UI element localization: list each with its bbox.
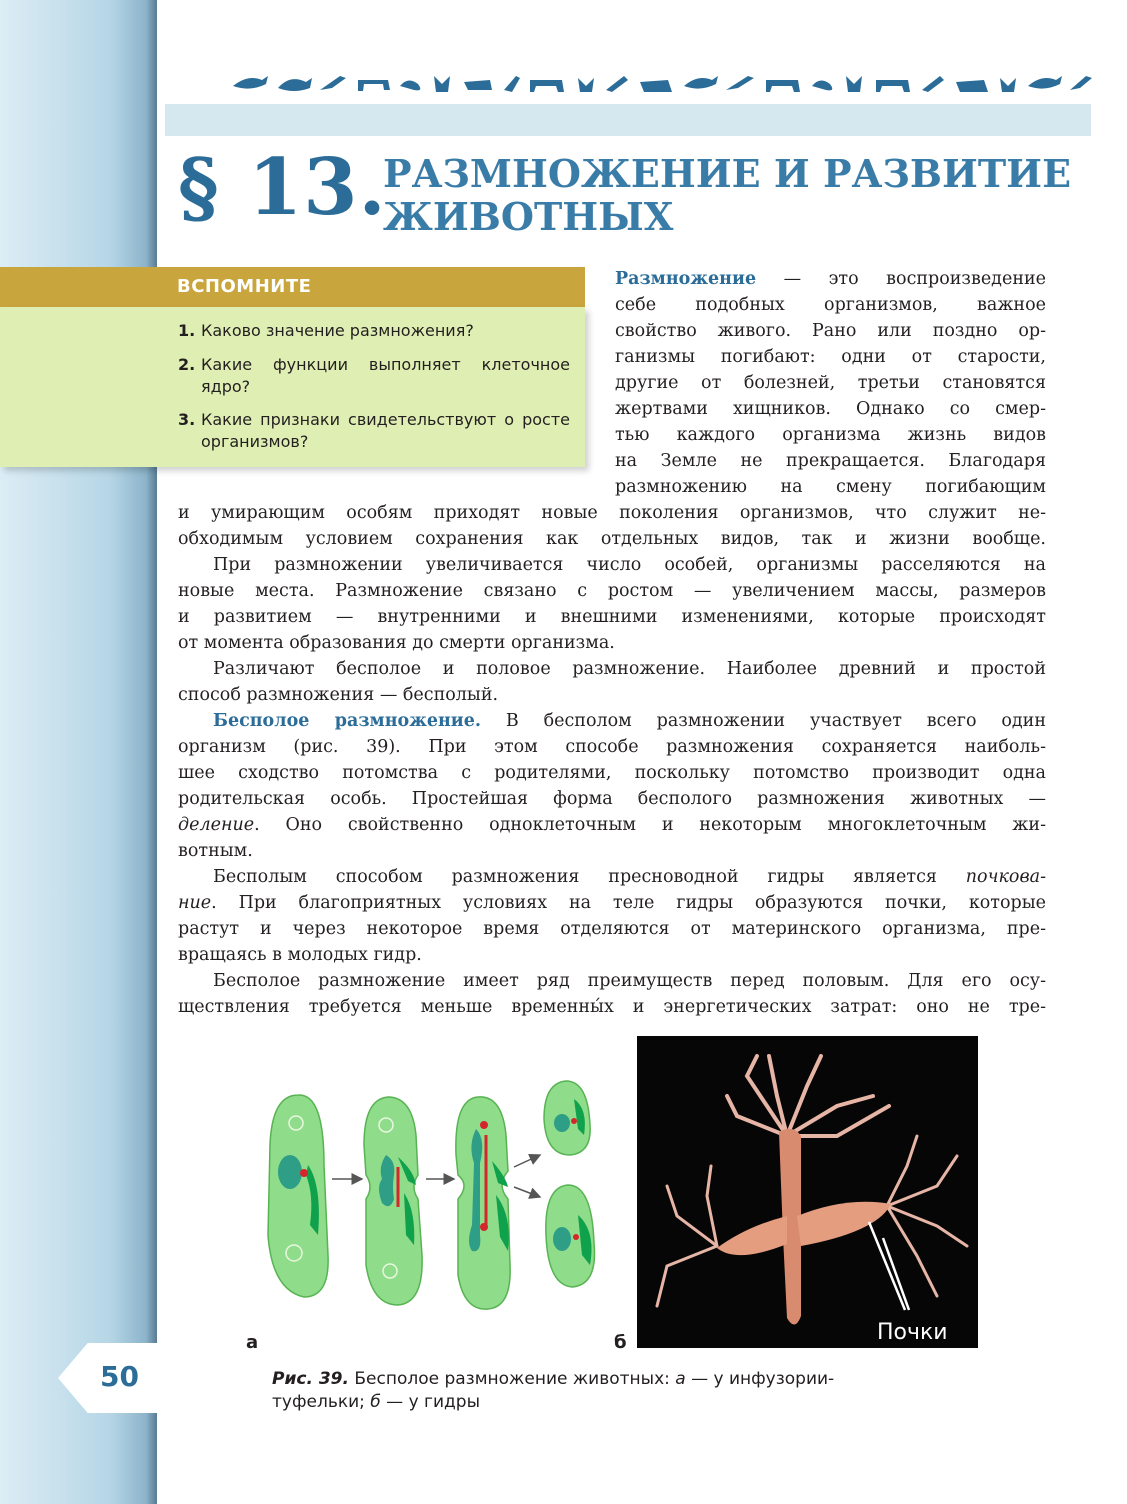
recall-question [178,320,570,342]
page-title [383,152,1071,238]
recall-heading: ВСПОМНИТЕ [177,276,312,297]
text-line: и развитием — внутренними и внешними изменениями, которые происходят [178,607,1046,627]
question-number: 3. [178,410,196,429]
text-line: обходимым условием сохранения как отдельных видов, так и жизни вообще. [178,529,1046,549]
text-line: тью каждого организма жизнь видов [615,425,1046,445]
text-line: способ размножения — бесполый. [178,685,499,705]
term-budding: почкова- [965,867,1046,887]
paragraph-number: § 13. [178,142,387,233]
recall-question [178,409,570,453]
question-text: Какие признаки свидетельствуют о росте организмов? [201,410,570,451]
term-asexual: Бесполое размножение. [213,711,482,731]
main-text: и умирающим особям приходят новые поколения организмов, что служит не- обходимым условием сохранения как отдельных видов, так и жизни вообще. При размножении увеличивается число особей, организмы расселяются на новые места. Размножение связано с ростом — увеличением массы, размеров и развитием — внутренними и внешними изменениями, которые происходят от момента образования до смерти организма. Различают бесполое и половое размножение. Наиболее древний и простой способ размножения — бесполый. Бесполое размножение. В бесполом размножении участвует всего один организм (рис. 39). При этом способе размножения сохраняется наиболь- шее сходство потомства с родителями, поскольку потомство производит одна родительская особь. Простейшая форма бесполого размножения животных — деление. Оно свойственно одноклеточным и некоторым многоклеточным жи- вотным. Бесполым способом размножения пресноводной гидры является почкова- ние. При благоприятных условиях на теле гидры образуются почки, которые растут и через некоторое время отделяются от материнского организма, пре- вращаясь в молодых гидр. Бесполое размножение имеет ряд преимуществ перед половым. Для его осу- ществления требуется меньше временны́х и энергетических затрат: оно не тре- [178,500,1046,1020]
text-line: на Земле не прекращается. Благодаря [615,451,1046,471]
figure-caption: Рис. 39. Бесполое размножение животных: а — у инфузории- туфельки; б — у гидры [272,1369,835,1412]
text-line: новые места. Размножение связано с ростом — увеличением массы, размеров [178,581,1046,601]
text-line: другие от болезней, третьи становятся [615,373,1046,393]
header-band [165,104,1091,136]
text-line: Различают бесполое и половое размножение. Наиболее древний и простой [213,659,1046,679]
text-line: себе подобных организмов, важное [615,295,1046,315]
text-line: растут и через некоторое время отделяются от материнского организма, пре- [178,919,1046,939]
text-line: и умирающим особям приходят новые поколения организмов, что служит не- [178,503,1046,523]
text-line: родительская особь. Простейшая форма бесполого размножения животных — [178,789,1046,809]
term-division: деление [178,815,255,835]
figure-label-a: а [246,1332,259,1353]
text-line: от момента образования до смерти организма. [178,633,615,653]
figure-label-b: б [614,1332,627,1353]
text-line: жертвами хищников. Однако со смер- [615,399,1046,419]
text-line: организм (рис. 39). При этом способе размножения сохраняется наиболь- [178,737,1046,757]
figure-hydra-photo [637,1036,978,1348]
page-number: 50 [100,1360,139,1393]
text-line: При размножении увеличивается число особей, организмы расселяются на [213,555,1046,575]
figure-paramecium-division [258,1075,604,1335]
question-text: Какие функции выполняет клеточное ядро? [201,355,570,396]
text-line: Бесполое размножение имеет ряд преимуществ перед половым. Для его осу- [213,971,1046,991]
text-line: ганизмы погибают: одни от старости, [615,347,1046,367]
buds-label: Почки [877,1320,948,1345]
page-spine-shadow [146,0,157,1504]
text-line: размножению на смену погибающим [615,477,1046,497]
question-number: 1. [178,321,196,340]
text-line: шее сходство потомства с родителями, поскольку потомство производит одна [178,763,1046,783]
text-line: вотным. [178,841,253,861]
question-text: Каково значение размножения? [201,321,474,340]
left-margin-band [0,0,157,1504]
animal-silhouettes-ornament [228,66,1094,100]
text-line: свойство живого. Рано или поздно ор- [615,321,1046,341]
term-reproduction: Размножение [615,269,757,289]
title-line-1: РАЗМНОЖЕНИЕ И РАЗВИТИЕ [383,151,1072,196]
recall-header [0,267,585,307]
recall-question [178,354,570,398]
intro-column: Размножение — это воспроизведение себе подобных организмов, важное свойство живого. Рано или поздно ор- ганизмы погибают: одни от старости, другие от болезней, третьи становятся жертвами хищников. Однако со смер- тью каждого организма жизнь видов на Земле не прекращается. Благодаря размножению на смену погибающим [615,266,1046,500]
text-line: ществления требуется меньше временны́х и энергетических затрат: оно не тре- [178,997,1046,1017]
question-number: 2. [178,355,196,374]
text-line: вращаясь в молодых гидр. [178,945,422,965]
title-line-2: ЖИВОТНЫХ [383,194,674,239]
